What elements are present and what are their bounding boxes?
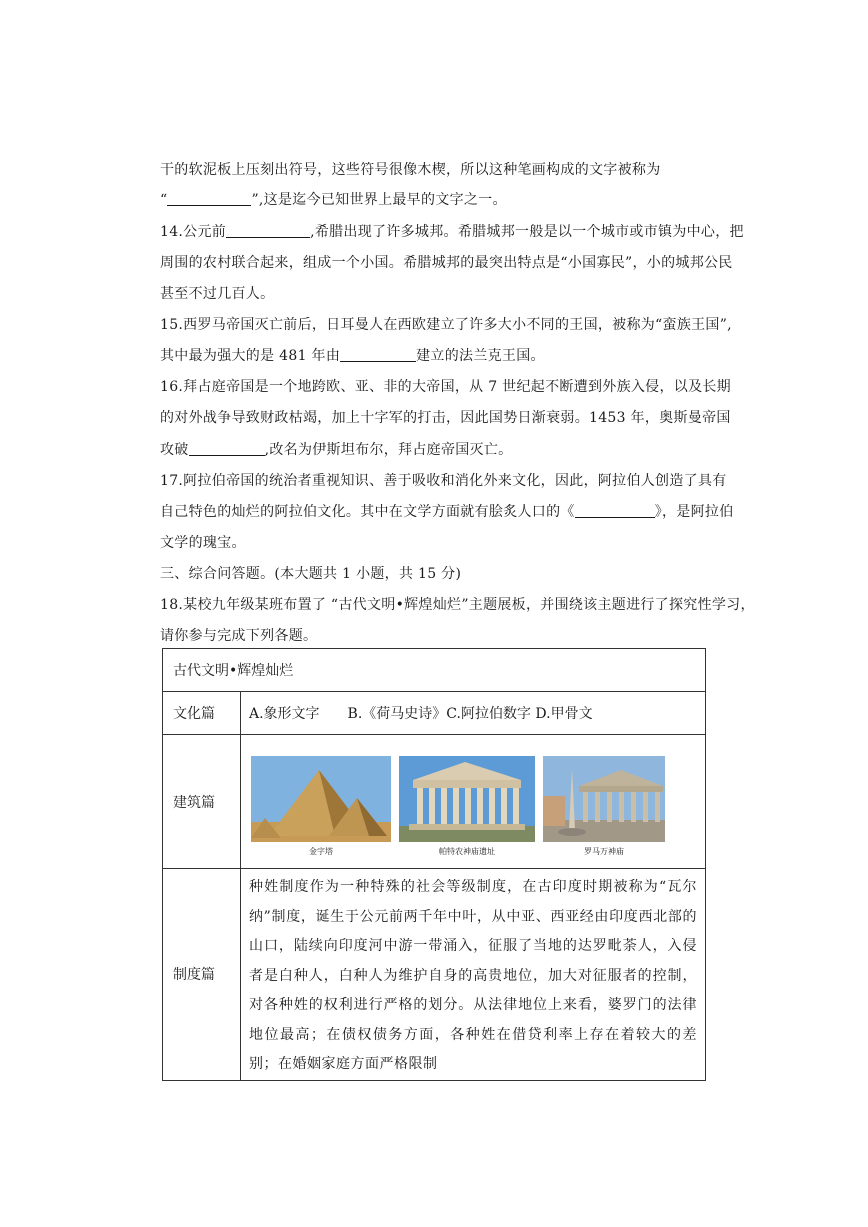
system-label: 制度篇 <box>163 869 241 1081</box>
pyramid-image <box>251 756 391 842</box>
culture-label: 文化篇 <box>163 692 241 735</box>
question-14: 14.公元前 ,希腊出现了许多城邦。希腊城邦一般是以一个城市或市镇为中心，把 <box>160 224 744 240</box>
pantheon-figure <box>543 756 665 857</box>
text-line: 攻破 ,改名为伊斯坦布尔，拜占庭帝国灭亡。 <box>160 442 513 458</box>
pyramid-figure <box>251 756 391 857</box>
question-16: 16.拜占庭帝国是一个地跨欧、亚、非的大帝国，从 7 世纪起不断遭到外族入侵，以及长期 <box>160 379 731 395</box>
caste-system-text: 种姓制度作为一种特殊的社会等级制度，在古印度时期被称为“瓦尔纳”制度，诞生于公元前两千年中叶，从中亚、西亚经由印度西北部的山口，陆续向印度河中游一带涌入，征服了当地的达罗毗荼人，入侵者是白种人，白种人为维护自身的高贵地位，加大对征服者的控制，对各种姓的权利进行严格的划分。从法律地位上来看，婆罗门的法律地位最高；在债权债务方面，各种姓在借贷利率上存在着较大的差别；在婚姻家庭方面严格限制 <box>241 869 706 1081</box>
answer-blank[interactable] <box>226 223 310 238</box>
text-line: 其中最为强大的是 481 年由 建立的法兰克王国。 <box>160 348 545 364</box>
caption: 罗马万神庙 <box>584 847 624 856</box>
question-17: 17.阿拉伯帝国的统治者重视知识、善于吸收和消化外来文化，因此，阿拉伯人创造了具有 <box>160 473 727 489</box>
caption: 帕特农神庙遗址 <box>439 847 495 856</box>
parthenon-figure <box>399 756 535 857</box>
pantheon-image <box>543 756 665 842</box>
culture-options: A.象形文字 B.《荷马史诗》C.阿拉伯数字 D.甲骨文 <box>241 692 706 735</box>
section-heading: 三、综合问答题。(本大题共 1 小题，共 15 分) <box>160 566 462 582</box>
answer-blank[interactable] <box>575 503 655 518</box>
text-line: 甚至不过几百人。 <box>160 286 275 302</box>
answer-blank[interactable] <box>167 191 251 206</box>
theme-board-table <box>162 648 706 1081</box>
caption: 金字塔 <box>309 847 333 856</box>
question-15: 15.西罗马帝国灭亡前后，日耳曼人在西欧建立了许多大小不同的王国，被称为“蛮族王国”, <box>160 317 732 333</box>
text-line: 请你参与完成下列各题。 <box>160 628 318 644</box>
answer-blank[interactable] <box>189 441 265 456</box>
architecture-label: 建筑篇 <box>163 735 241 869</box>
text-line: 自己特色的灿烂的阿拉伯文化。其中在文学方面就有脍炙人口的《 》，是阿拉伯 <box>160 504 734 520</box>
text-line: 的对外战争导致财政枯竭，加上十字军的打击，因此国势日渐衰弱。1453 年，奥斯曼帝国 <box>160 410 731 426</box>
parthenon-image <box>399 756 535 842</box>
text-line: 文学的瑰宝。 <box>160 535 246 551</box>
text-line: 周围的农村联合起来，组成一个小国。希腊城邦的最突出特点是“小国寡民”，小的城邦公民 <box>160 255 733 271</box>
board-title: 古代文明•辉煌灿烂 <box>163 649 706 692</box>
text-line: “ ”,这是迄今已知世界上最早的文字之一。 <box>160 192 507 208</box>
answer-blank[interactable] <box>340 347 416 362</box>
text-line: 干的软泥板上压刻出符号，这些符号很像木楔，所以这种笔画构成的文字被称为 <box>160 162 661 178</box>
architecture-images <box>241 735 706 869</box>
question-18: 18.某校九年级某班布置了 “古代文明•辉煌灿烂”主题展板，并围绕该主题进行了探究性学习， <box>160 597 755 613</box>
